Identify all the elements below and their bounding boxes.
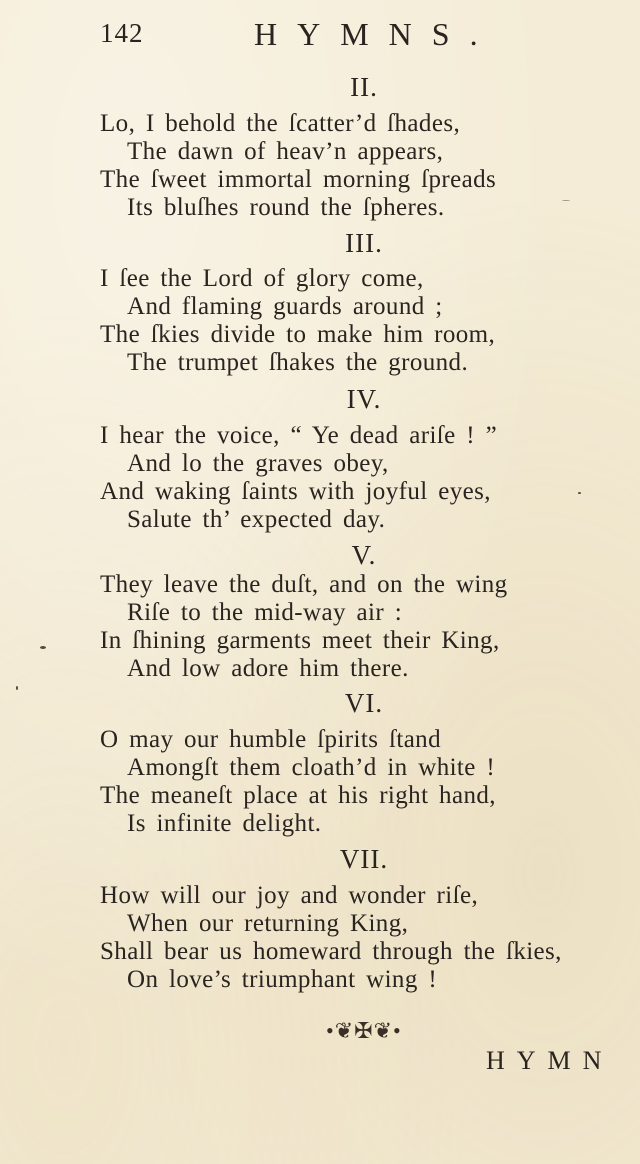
paper-speck (562, 200, 570, 201)
verse-line: I ſee the Lord of glory come, (100, 265, 424, 292)
stanza-number: VII. (339, 844, 389, 874)
verse-line: The dawn of heav’n appears, (127, 138, 444, 165)
stanza-number: IV. (346, 384, 382, 414)
paper-speck (16, 686, 18, 690)
verse-line: In ſhining garments meet their King, (100, 627, 500, 654)
verse-line: I hear the voice, “ Ye dead ariſe ! ” (100, 422, 498, 449)
running-head: HYMNS. (254, 16, 498, 52)
page-number: 142 (100, 18, 144, 48)
verse-line: The ſkies divide to make him room, (100, 321, 496, 348)
paper-speck (578, 492, 581, 494)
verse-line: Salute th’ expected day. (127, 506, 386, 533)
verse-line: How will our joy and wonder riſe, (100, 882, 479, 909)
verse-line: Shall bear us homeward through the ſkies, (100, 938, 562, 965)
printer-ornament: •❦✠❦• (326, 1018, 402, 1043)
stanza-number: III. (345, 228, 383, 258)
verse-line: The meaneſt place at his right hand, (100, 782, 496, 809)
verse-line: Amongſt them cloath’d in white ! (127, 754, 496, 781)
verse-line: And low adore him there. (127, 655, 409, 682)
verse-line: When our returning King, (127, 910, 409, 937)
verse-line: They leave the duſt, and on the wing (100, 571, 508, 598)
paper-speck (40, 646, 46, 649)
verse-line: The trumpet ſhakes the ground. (127, 349, 469, 376)
verse-line: On love’s triumphant wing ! (127, 966, 438, 993)
stanza-number: VI. (344, 688, 384, 718)
stanza-number: V. (351, 540, 377, 570)
verse-line: Is infinite delight. (127, 810, 322, 837)
page-header (100, 14, 524, 58)
verse-line: Riſe to the mid-way air : (127, 599, 403, 626)
verse-line: And flaming guards around ; (127, 293, 443, 320)
catchword: HYMN (486, 1046, 614, 1075)
verse-line: Its bluſhes round the ſpheres. (127, 194, 445, 221)
verse-line: And waking ſaints with joyful eyes, (100, 478, 491, 505)
verse-line: And lo the graves obey, (127, 450, 389, 477)
stanza-number: II. (350, 72, 378, 102)
verse-line: The ſweet immortal morning ſpreads (100, 166, 497, 193)
verse-line: O may our humble ſpirits ſtand (100, 726, 441, 753)
verse-line: Lo, I behold the ſcatter’d ſhades, (100, 110, 461, 137)
